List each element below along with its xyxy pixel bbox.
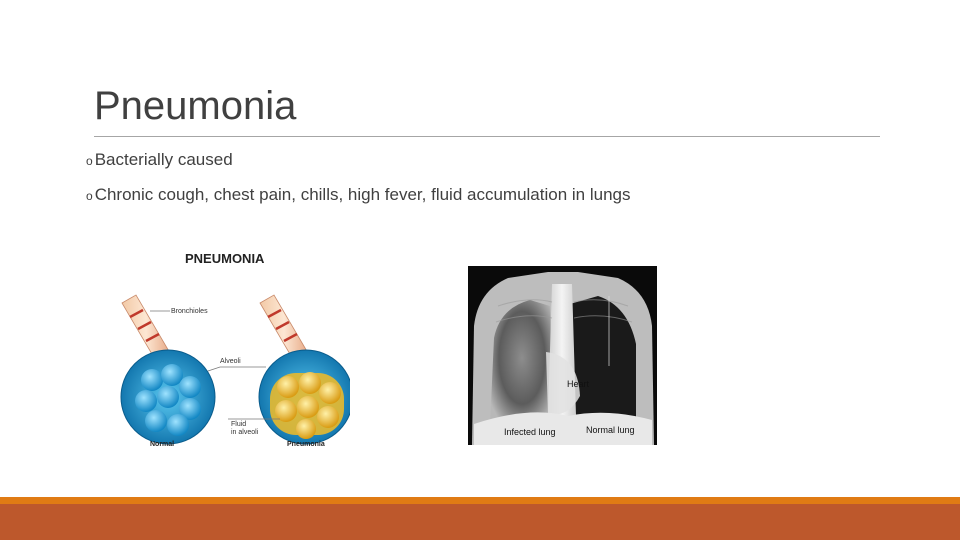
xray-label-infected: Infected lung: [504, 427, 556, 437]
bullet-marker: o: [86, 154, 93, 168]
alveoli-infected: [259, 350, 350, 444]
label-fluid: Fluid: [231, 421, 247, 428]
bullet-item: [86, 150, 631, 185]
slide-title: Pneumonia: [94, 84, 297, 128]
bullet-text: Bacterially caused: [94, 150, 233, 169]
illustration-heading: PNEUMONIA: [185, 251, 265, 266]
xray-label-heart: Heart: [567, 379, 590, 389]
footer-accent-stripe: [0, 497, 960, 504]
title-divider: [94, 136, 880, 137]
label-alveoli: Alveoli: [220, 358, 241, 365]
footer-bar: [0, 504, 960, 540]
bullet-list: [86, 150, 631, 220]
label-bronchioles: Bronchioles: [171, 308, 208, 315]
bullet-item: [86, 185, 631, 220]
alveoli-normal: [121, 350, 215, 444]
label-pneumonia: Pneumonia: [287, 441, 325, 448]
label-normal: Normal: [150, 441, 175, 448]
xray-label-normal: Normal lung: [586, 425, 635, 435]
chest-xray-image: [468, 266, 657, 445]
bullet-text: Chronic cough, chest pain, chills, high fever, fluid accumulation in lungs: [94, 185, 631, 204]
bullet-marker: o: [86, 189, 93, 203]
pneumonia-illustration: [110, 245, 350, 455]
label-fluid-alveoli: in alveoli: [231, 429, 259, 436]
